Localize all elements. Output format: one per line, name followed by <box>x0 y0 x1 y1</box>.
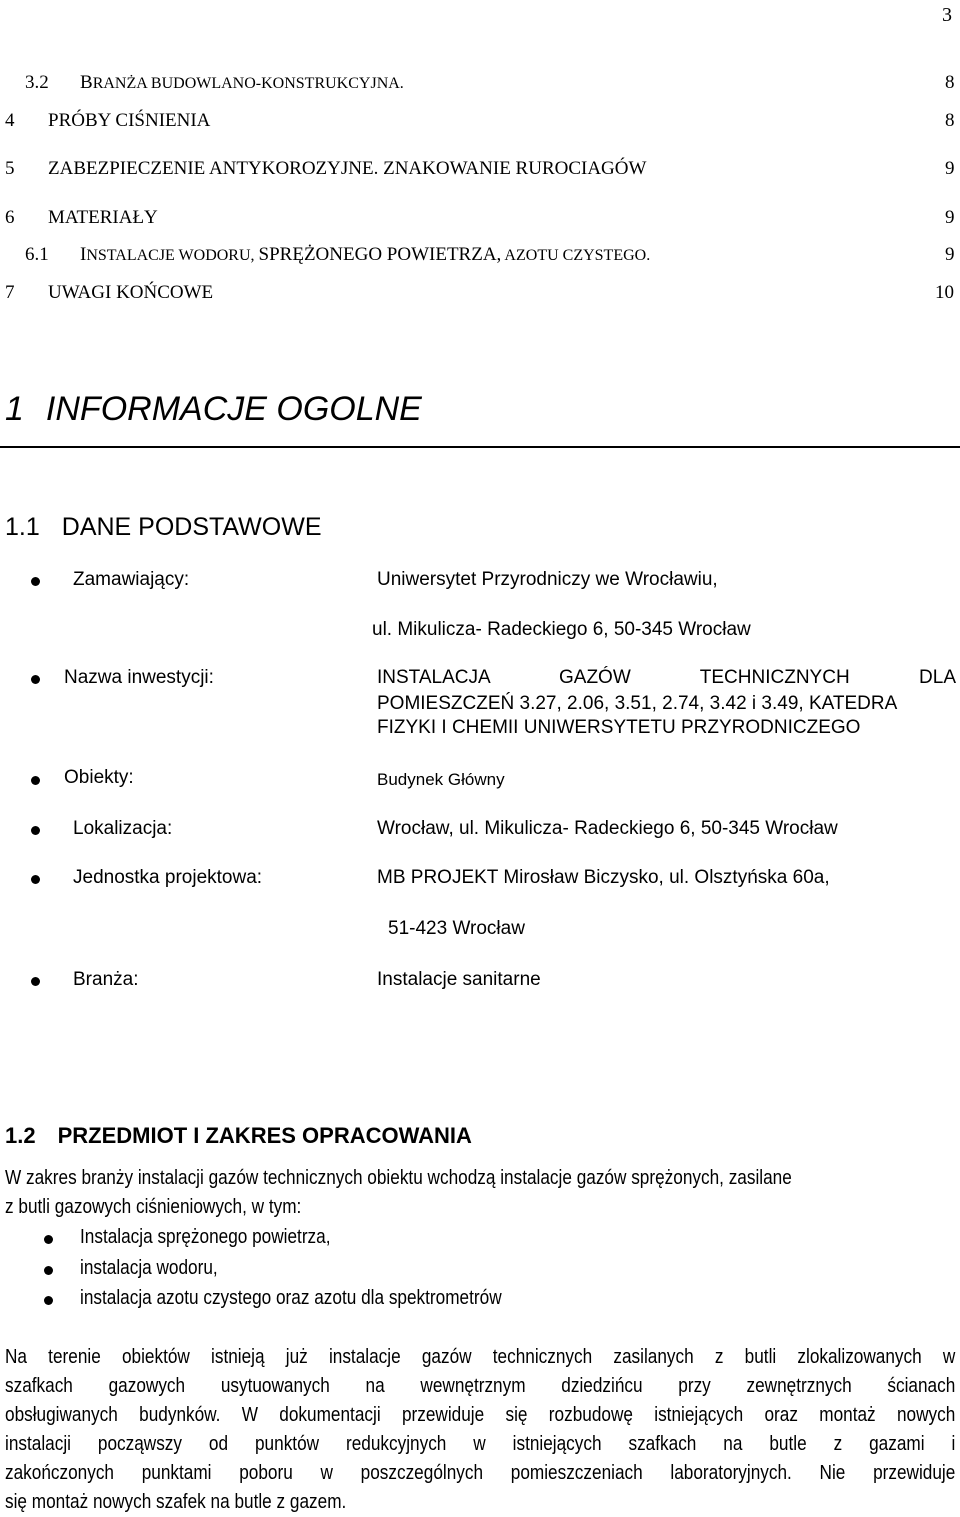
bullet-icon <box>31 776 40 785</box>
field-value: ul. Mikulicza- Radeckiego 6, 50-345 Wrocław <box>372 619 751 640</box>
field-label: Zamawiający: <box>73 569 190 590</box>
toc-entry-page: 10 <box>935 282 954 303</box>
section-1-2-heading <box>5 1123 472 1149</box>
toc-entry-page: 9 <box>945 244 955 265</box>
toc-entry-title-mid: SPRĘŻONEGO POWIETRZA, <box>258 244 502 265</box>
bullet-icon <box>31 675 40 684</box>
bullet-icon <box>31 977 40 986</box>
field-label: Obiekty: <box>64 767 134 788</box>
intro-line: W zakres branży instalacji gazów technicznych obiektu wchodzą instalacje gazów sprężonych, zasilane <box>5 1167 792 1189</box>
toc-entry-page: 9 <box>945 158 955 179</box>
bullet-icon <box>44 1296 53 1305</box>
section-1-1-heading <box>5 513 322 542</box>
field-value: Uniwersytet Przyrodniczy we Wrocławiu, <box>377 569 718 590</box>
section-number: 1.1 <box>5 513 40 541</box>
paragraph-line: instalacji począwszy od punktów redukcyjnych w istniejących szafkach na butle z gazami i <box>5 1433 956 1455</box>
section-title: DANE PODSTAWOWE <box>61 513 322 541</box>
list-item: Instalacja sprężonego powietrza, <box>80 1226 331 1248</box>
page-number: 3 <box>942 4 952 26</box>
section-number: 1 <box>5 390 24 428</box>
toc-entry-title-rest: RANŻA BUDOWLANO-KONSTRUKCYJNA. <box>92 75 404 92</box>
toc-entry-num: 5 <box>5 158 15 179</box>
list-item: instalacja azotu czystego oraz azotu dla spektrometrów <box>80 1287 502 1309</box>
field-value: 51-423 Wrocław <box>388 918 525 939</box>
intro-line: z butli gazowych ciśnieniowych, w tym: <box>5 1196 302 1218</box>
toc-entry-num: 7 <box>5 282 15 303</box>
field-value: Budynek Główny <box>377 770 505 789</box>
field-label: Jednostka projektowa: <box>73 867 263 888</box>
toc-entry-title[interactable] <box>80 244 650 266</box>
bullet-icon <box>31 875 40 884</box>
paragraph-line: szafkach gazowych usytuowanych na wewnętrznym dziedzińcu przy zewnętrznych ścianach <box>5 1375 956 1397</box>
toc-entry-title[interactable]: UWAGI KOŃCOWE <box>48 282 214 303</box>
paragraph-line: obsługiwanych budynków. W dokumentacji przewiduje się rozbudowę istniejących oraz montaż nowych <box>5 1404 956 1426</box>
toc-entry-title-rest: NSTALACJE WODORU, <box>86 247 259 264</box>
section-divider <box>0 446 960 448</box>
bullet-icon <box>31 577 40 586</box>
toc-entry-title-first: B <box>80 72 93 93</box>
paragraph-line: Na terenie obiektów istnieją już instalacje gazów technicznych zasilanych z butli zlokalizowanych w <box>5 1346 956 1368</box>
bullet-icon <box>31 826 40 835</box>
toc-entry-num: 3.2 <box>25 72 49 93</box>
list-item: instalacja wodoru, <box>80 1257 218 1279</box>
field-value-line: FIZYKI I CHEMII UNIWERSYTETU PRZYRODNICZEGO <box>377 717 861 738</box>
toc-entry-title[interactable]: MATERIAŁY <box>48 207 158 228</box>
toc-entry-title[interactable]: PRÓBY CIŚNIENIA <box>48 110 211 131</box>
field-label: Branża: <box>73 969 139 990</box>
field-value: Wrocław, ul. Mikulicza- Radeckiego 6, 50-345 Wrocław <box>377 818 838 839</box>
section-title: PRZEDMIOT I ZAKRES OPRACOWANIA <box>57 1123 472 1148</box>
toc-entry-title-end: AZOTU CZYSTEGO. <box>501 247 651 264</box>
bullet-icon <box>44 1235 53 1244</box>
section-number: 1.2 <box>5 1123 36 1148</box>
field-value-line: POMIESZCZEŃ 3.27, 2.06, 3.51, 2.74, 3.42 i 3.49, KATEDRA <box>377 693 898 714</box>
toc-entry-title[interactable]: ZABEZPIECZENIE ANTYKOROZYJNE. ZNAKOWANIE RUROCIAGÓW <box>48 158 647 179</box>
toc-entry-page: 8 <box>945 72 955 93</box>
toc-entry-num: 4 <box>5 110 15 131</box>
toc-entry-title[interactable] <box>80 72 404 94</box>
toc-entry-num: 6 <box>5 207 15 228</box>
toc-entry-page: 9 <box>945 207 955 228</box>
field-label: Nazwa inwestycji: <box>64 667 214 688</box>
field-value: Instalacje sanitarne <box>377 969 541 990</box>
field-value-line: INSTALACJA GAZÓW TECHNICZNYCH DLA <box>377 667 956 688</box>
field-label: Lokalizacja: <box>73 818 173 839</box>
field-value: MB PROJEKT Mirosław Biczysko, ul. Olsztyńska 60a, <box>377 867 830 888</box>
toc-entry-page: 8 <box>945 110 955 131</box>
paragraph-line: się montaż nowych szafek na butle z gazem. <box>5 1491 347 1513</box>
toc-entry-title-first: I <box>80 244 87 265</box>
section-title: INFORMACJE OGOLNE <box>45 390 422 428</box>
paragraph-line: zakończonych punktami poboru w poszczególnych pomieszczeniach laboratoryjnych. Nie przewiduje <box>5 1462 956 1484</box>
section-1-heading <box>5 390 422 429</box>
toc-entry-num: 6.1 <box>25 244 49 265</box>
bullet-icon <box>44 1266 53 1275</box>
